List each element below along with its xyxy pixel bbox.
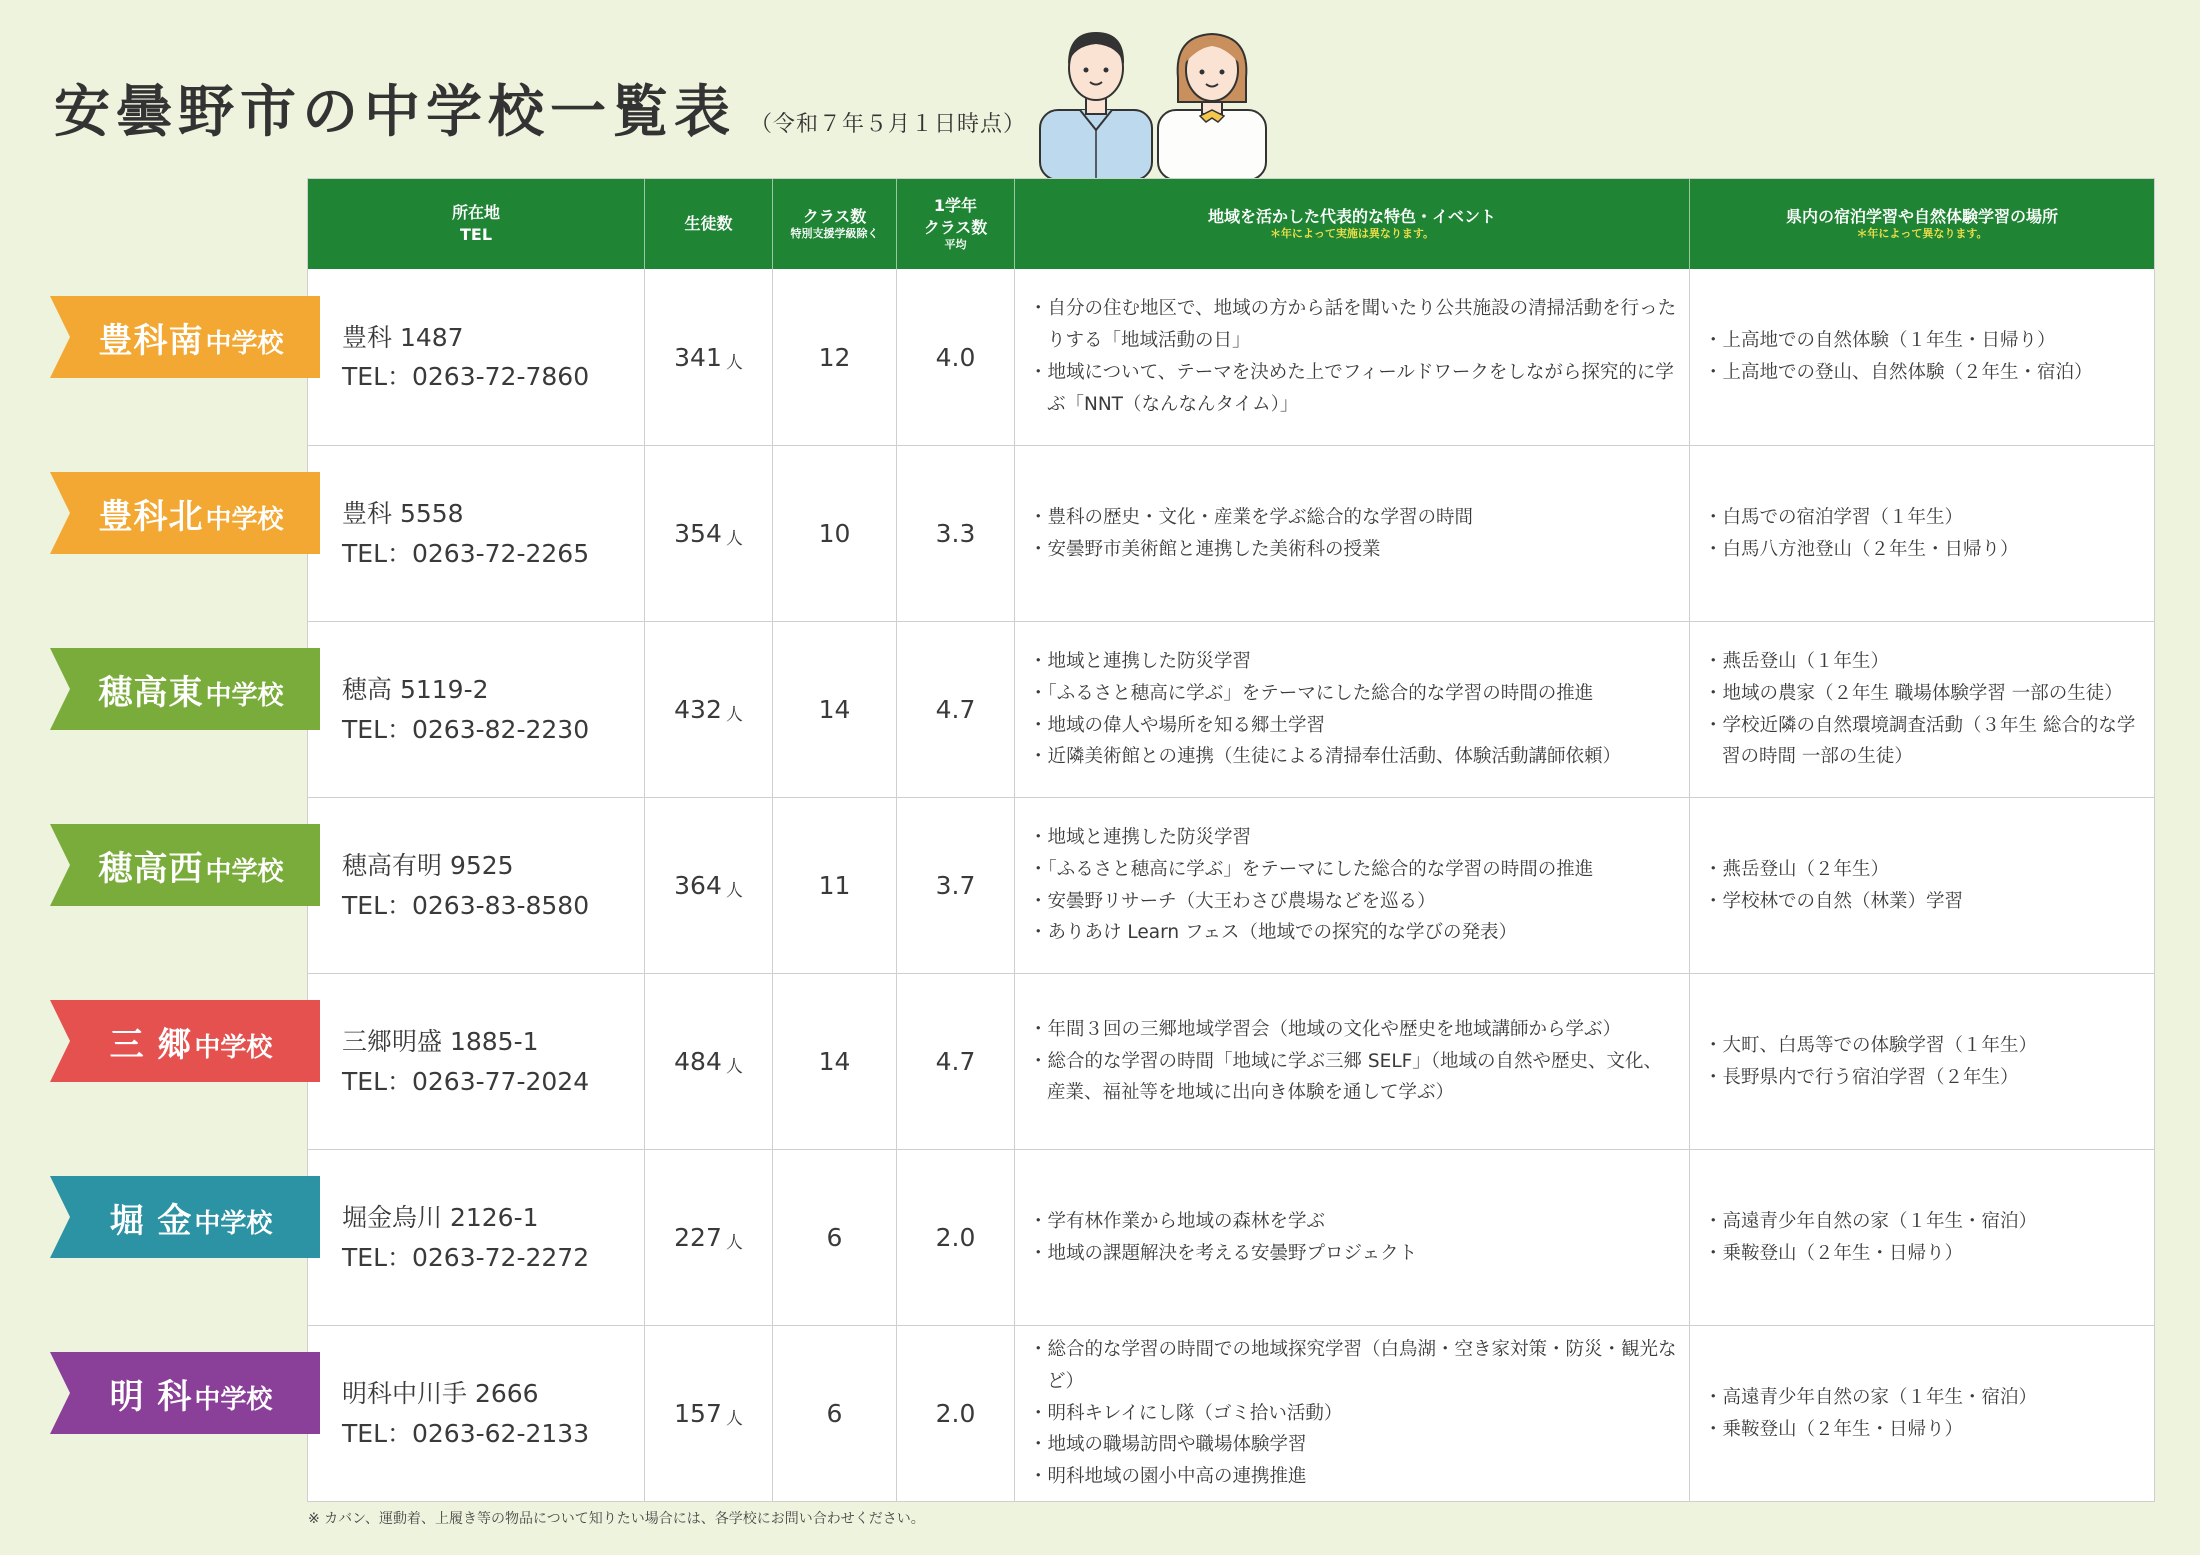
place-item: ・地域の農家（２年生 職場体験学習 一部の生徒）: [1704, 682, 2123, 704]
place-item: ・白馬での宿泊学習（１年生）: [1704, 506, 1964, 528]
school-name-label: [50, 1176, 320, 1258]
students-illustration: [1030, 18, 1270, 180]
school-suffix: 中学校: [194, 1384, 273, 1415]
classes-value: 12: [818, 342, 851, 372]
header-avg: 1学年 クラス数 平均: [897, 179, 1015, 269]
place-item: ・学校近隣の自然環境調査活動（３年生 総合的な学習の時間 一部の生徒）: [1704, 714, 2136, 768]
address-cell: [308, 269, 645, 445]
school-name: 穂高西: [98, 848, 204, 889]
feature-item: ・自分の住む地区で、地域の方から話を聞いたり公共施設の清掃活動を行ったりする「地域活動の日」: [1029, 298, 1677, 352]
avg-cell: [897, 446, 1015, 621]
places-cell: [1690, 974, 2154, 1149]
students-unit: 人: [725, 1409, 743, 1429]
place-item: ・燕岳登山（１年生）: [1704, 650, 1890, 672]
places-cell: [1690, 1326, 2154, 1501]
avg-value: 3.3: [935, 519, 976, 548]
school-name: 堀 金: [109, 1200, 193, 1241]
avg-cell: [897, 974, 1015, 1149]
places-cell: [1690, 269, 2154, 445]
feature-item: ・地域の偉人や場所を知る郷土学習: [1029, 714, 1326, 736]
students-cell: [645, 622, 773, 797]
students-cell: [645, 446, 773, 621]
students-cell: [645, 269, 773, 445]
features-cell: [1015, 798, 1690, 973]
place-item: ・大町、白馬等での体験学習（１年生）: [1704, 1034, 2038, 1056]
header-places: 県内の宿泊学習や自然体験学習の場所 ＊年によって異なります。: [1785, 206, 2058, 241]
students-unit: 人: [725, 705, 743, 725]
address-cell: [308, 622, 645, 797]
address-text: 穂高有明 9525: [342, 851, 514, 880]
classes-value: 6: [826, 1223, 843, 1252]
place-item: ・上高地での登山、自然体験（２年生・宿泊）: [1704, 362, 2093, 383]
feature-item: ・学有林作業から地域の森林を学ぶ: [1029, 1210, 1326, 1232]
tel-text: TEL：0263-62-2133: [342, 1418, 590, 1448]
school-suffix: 中学校: [205, 328, 284, 359]
header-classes: クラス数 特別支援学級除く: [773, 179, 897, 269]
place-item: ・乗鞍登山（２年生・日帰り）: [1704, 1418, 1964, 1440]
feature-item: ・明科キレイにし隊（ゴミ拾い活動）: [1029, 1402, 1343, 1424]
features-cell: [1015, 269, 1690, 445]
place-item: ・乗鞍登山（２年生・日帰り）: [1704, 1242, 1964, 1264]
address-cell: [308, 798, 645, 973]
places-cell: [1690, 1150, 2154, 1325]
places-cell: [1690, 446, 2154, 621]
address-text: 穂高 5119-2: [342, 675, 489, 704]
feature-item: ・安曇野市美術館と連携した美術科の授業: [1029, 538, 1381, 560]
students-unit: 人: [725, 1233, 743, 1253]
footnote: ※ カバン、運動着、上履き等の物品について知りたい場合には、各学校にお問い合わせください。: [308, 1511, 925, 1527]
students-unit: 人: [725, 352, 743, 373]
school-name: 豊科北: [98, 496, 204, 537]
students-unit: 人: [725, 529, 743, 549]
feature-item: ・明科地域の園小中高の連携推進: [1029, 1466, 1307, 1488]
address-text: 豊科 5558: [342, 499, 464, 528]
address-text: 三郷明盛 1885-1: [342, 1027, 539, 1056]
schools-table: [307, 178, 2155, 1502]
place-item: ・高遠青少年自然の家（１年生・宿泊）: [1704, 1386, 2038, 1408]
school-name: 三 郷: [109, 1024, 193, 1065]
classes-cell: [773, 798, 897, 973]
tel-text: TEL：0263-83-8580: [342, 890, 590, 920]
avg-value: 4.0: [935, 342, 976, 372]
feature-item: ・近隣美術館との連携（生徒による清掃奉仕活動、体験活動講師依頼）: [1029, 746, 1622, 768]
features-cell: [1015, 1326, 1690, 1501]
feature-item: ・地域と連携した防災学習: [1029, 650, 1252, 672]
tel-text: TEL：0263-72-7860: [342, 362, 590, 391]
avg-value: 4.7: [935, 1047, 976, 1076]
features-cell: [1015, 622, 1690, 797]
classes-cell: [773, 1326, 897, 1501]
place-item: ・燕岳登山（２年生）: [1704, 858, 1890, 880]
feature-item: ・年間３回の三郷地域学習会（地域の文化や歴史を地域講師から学ぶ）: [1029, 1018, 1622, 1040]
school-suffix: 中学校: [205, 680, 284, 711]
tel-text: TEL：0263-77-2024: [342, 1066, 590, 1096]
address-cell: [308, 1326, 645, 1501]
page-subtitle: （令和７年５月１日時点）: [750, 112, 1027, 137]
feature-item: ・総合的な学習の時間での地域探究学習（白鳥湖・空き家対策・防災・観光など）: [1029, 1338, 1677, 1392]
students-value: 341: [674, 342, 722, 372]
page-title: 安曇野市の中学校一覧表: [54, 80, 736, 145]
students-value: 484: [674, 1047, 722, 1076]
school-name: 穂高東: [98, 672, 204, 713]
feature-item: ・「ふるさと穂高に学ぶ」をテーマにした総合的な学習の時間の推進: [1029, 682, 1594, 704]
feature-item: ・「ふるさと穂高に学ぶ」をテーマにした総合的な学習の時間の推進: [1029, 858, 1594, 880]
students-cell: [645, 974, 773, 1149]
avg-value: 2.0: [935, 1399, 976, 1428]
school-name: 豊科南: [98, 320, 204, 361]
school-name-label: [50, 1352, 320, 1434]
classes-value: 14: [818, 1047, 851, 1076]
students-value: 432: [674, 695, 722, 724]
students-value: 354: [674, 519, 722, 548]
classes-cell: [773, 1150, 897, 1325]
classes-value: 11: [818, 871, 851, 900]
classes-value: 10: [818, 519, 851, 548]
place-item: ・白馬八方池登山（２年生・日帰り）: [1704, 538, 2019, 560]
header-features: 地域を活かした代表的な特色・イベント ＊年によって実施は異なります。: [1015, 179, 1690, 269]
tel-text: TEL：0263-72-2265: [342, 538, 590, 568]
address-cell: [308, 974, 645, 1149]
avg-value: 3.7: [935, 871, 976, 900]
title-area: [54, 68, 1026, 148]
feature-item: ・地域について、テーマを決めた上でフィールドワークをしながら探究的に学ぶ「NNT（なんなんタイム）」: [1029, 362, 1674, 415]
feature-item: ・地域の課題解決を考える安曇野プロジェクト: [1029, 1242, 1418, 1264]
address-text: 明科中川手 2666: [342, 1379, 539, 1408]
table-row: [308, 1325, 2154, 1501]
school-name-label: [50, 472, 320, 554]
table-row: [308, 1149, 2154, 1325]
features-cell: [1015, 446, 1690, 621]
classes-value: 14: [818, 695, 851, 724]
classes-cell: [773, 974, 897, 1149]
place-item: ・長野県内で行う宿泊学習（２年生）: [1704, 1066, 2019, 1088]
avg-value: 2.0: [935, 1223, 976, 1252]
feature-item: ・地域と連携した防災学習: [1029, 826, 1252, 848]
table-row: [308, 621, 2154, 797]
school-suffix: 中学校: [194, 1032, 273, 1063]
places-cell: [1690, 798, 2154, 973]
table-row: [308, 797, 2154, 973]
table-header: [308, 179, 2154, 269]
school-name: 明 科: [109, 1376, 193, 1417]
avg-cell: [897, 798, 1015, 973]
feature-item: ・安曇野リサーチ（大王わさび農場などを巡る）: [1029, 890, 1436, 912]
table-row: [308, 445, 2154, 621]
avg-cell: [897, 1150, 1015, 1325]
students-value: 227: [674, 1223, 722, 1252]
place-item: ・高遠青少年自然の家（１年生・宿泊）: [1704, 1210, 2038, 1232]
avg-cell: [897, 622, 1015, 797]
school-name-label: [50, 296, 320, 378]
students-unit: 人: [725, 1057, 743, 1077]
classes-cell: [773, 269, 897, 445]
table-row: [308, 269, 2154, 445]
students-cell: [645, 798, 773, 973]
school-suffix: 中学校: [205, 504, 284, 535]
features-cell: [1015, 1150, 1690, 1325]
address-text: 豊科 1487: [342, 322, 464, 352]
feature-item: ・ありあけ Learn フェス（地域での探究的な学びの発表）: [1029, 922, 1518, 944]
students-value: 157: [674, 1399, 722, 1428]
students-unit: 人: [725, 881, 743, 901]
features-cell: [1015, 974, 1690, 1149]
school-name-label: [50, 1000, 320, 1082]
place-item: ・上高地での自然体験（１年生・日帰り）: [1704, 330, 2056, 352]
table-body: [308, 269, 2154, 1501]
avg-cell: [897, 269, 1015, 445]
school-suffix: 中学校: [205, 856, 284, 887]
students-value: 364: [674, 871, 722, 900]
school-suffix: 中学校: [194, 1208, 273, 1239]
address-cell: [308, 446, 645, 621]
avg-cell: [897, 1326, 1015, 1501]
place-item: ・学校林での自然（林業）学習: [1704, 890, 1964, 912]
school-name-label: [50, 648, 320, 730]
tel-text: TEL：0263-82-2230: [342, 714, 590, 744]
classes-cell: [773, 622, 897, 797]
table-row: [308, 973, 2154, 1149]
tel-text: TEL：0263-72-2272: [342, 1242, 590, 1272]
feature-item: ・総合的な学習の時間「地域に学ぶ三郷 SELF」（地域の自然や歴史、文化、産業、福祉等を地域に出向き体験を通して学ぶ）: [1029, 1050, 1663, 1104]
feature-item: ・豊科の歴史・文化・産業を学ぶ総合的な学習の時間: [1029, 506, 1474, 528]
avg-value: 4.7: [935, 695, 976, 724]
header-students: 生徒数: [645, 179, 773, 269]
address-text: 堀金烏川 2126-1: [342, 1203, 539, 1232]
students-cell: [645, 1326, 773, 1501]
students-cell: [645, 1150, 773, 1325]
places-cell: [1690, 622, 2154, 797]
school-name-label: [50, 824, 320, 906]
feature-item: ・地域の職場訪問や職場体験学習: [1029, 1434, 1307, 1456]
address-cell: [308, 1150, 645, 1325]
classes-value: 6: [826, 1399, 843, 1428]
classes-cell: [773, 446, 897, 621]
header-address: 所在地 TEL: [308, 179, 645, 269]
